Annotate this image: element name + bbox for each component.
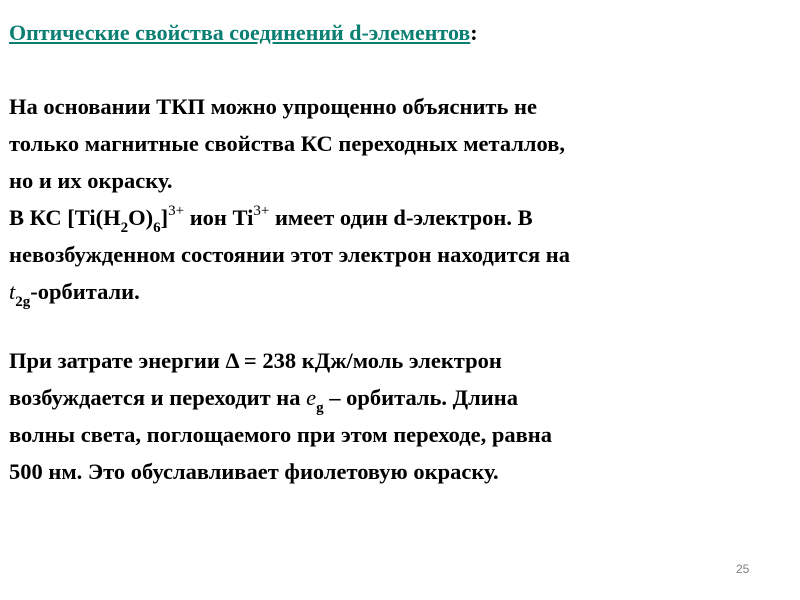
- complex-charge: 3+: [168, 203, 185, 219]
- paragraph-2-line-4: 500 нм. Это обуславливает фиолетовую окраску.: [9, 459, 499, 484]
- paragraph-1-line-2: только магнитные свойства КС переходных металлов,: [9, 131, 566, 156]
- paragraph-1-line-5: невозбужденном состоянии этот электрон находится на: [9, 242, 571, 267]
- paragraph-2-line-3: волны света, поглощаемого при этом переходе, равна: [9, 422, 552, 447]
- orbital-length-text: – орбиталь. Длина: [323, 385, 518, 410]
- paragraph-gap: [9, 310, 799, 342]
- slide-title: [9, 20, 478, 46]
- paragraph-1-line-6: [9, 273, 799, 310]
- electron-text: имеет один d-электрон. В: [269, 205, 533, 230]
- t2g-subscript: 2g: [15, 294, 31, 310]
- paragraph-1-line-3: но и их окраску.: [9, 168, 173, 193]
- formula-part-a: В КС [Ti(H: [9, 205, 121, 230]
- eg-subscript: g: [316, 400, 324, 416]
- page-number: 25: [736, 562, 750, 576]
- ion-text: ион Ti: [184, 205, 254, 230]
- formula-part-c: ]: [160, 205, 169, 230]
- formula-part-b: O): [128, 205, 154, 230]
- paragraph-2-line-1: При затрате энергии Δ = 238 кДж/моль электрон: [9, 348, 502, 373]
- eg-symbol: e: [306, 385, 317, 410]
- slide-body: [9, 88, 799, 490]
- orbital-text: -орбитали.: [30, 279, 140, 304]
- formula-subscript-2: 2: [120, 220, 129, 236]
- formula-subscript-6: 6: [153, 220, 161, 236]
- paragraph-1-line-4: [9, 199, 799, 236]
- title-colon: :: [470, 20, 478, 45]
- paragraph-2-line-2: [9, 379, 799, 416]
- ion-charge: 3+: [253, 203, 270, 219]
- title-link[interactable]: Оптические свойства соединений d-элементов: [9, 20, 471, 45]
- paragraph-1-line-1: На основании ТКП можно упрощенно объяснить не: [9, 94, 537, 119]
- excitation-text: возбуждается и переходит на: [9, 385, 307, 410]
- t2g-symbol: t: [9, 279, 16, 304]
